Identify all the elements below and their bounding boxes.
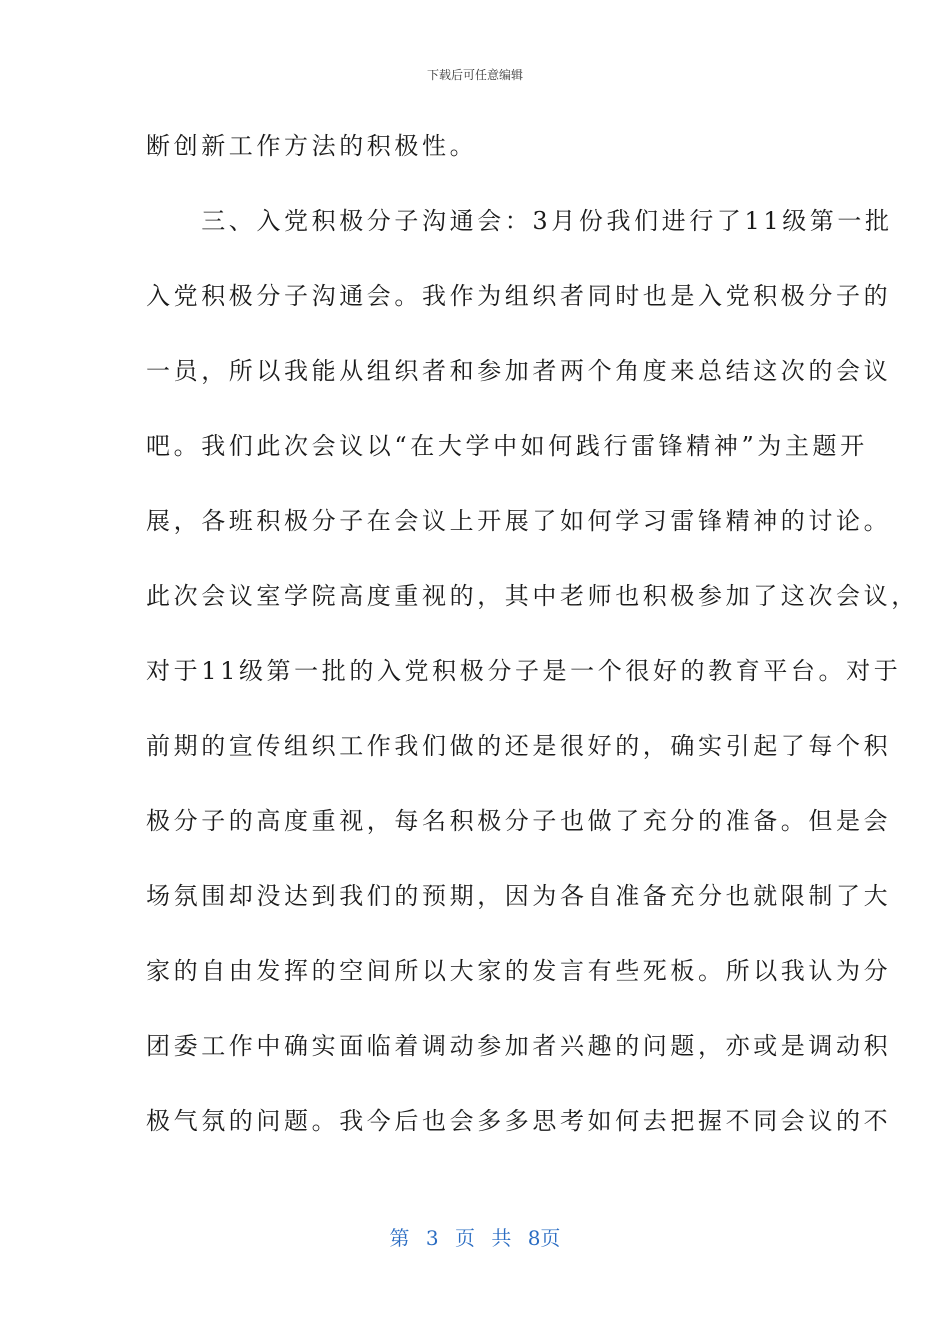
document-body (146, 120, 919, 1170)
body-line: 极分子的高度重视，每名积极分子也做了充分的准备。但是会 (146, 807, 892, 835)
body-line: 吧。我们此次会议以“在大学中如何践行雷锋精神”为主题开 (146, 432, 868, 460)
body-line: 三、入党积极分子沟通会：3月份我们进行了11级第一批 (146, 207, 893, 235)
body-line: 极气氛的问题。我今后也会多多思考如何去把握不同会议的不 (146, 1107, 892, 1135)
body-line: 对于11级第一批的入党积极分子是一个很好的教育平台。对于 (146, 657, 902, 685)
body-line: 家的自由发挥的空间所以大家的发言有些死板。所以我认为分 (146, 957, 892, 985)
page-header-note: 下载后可任意编辑 (426, 68, 523, 82)
body-line: 场氛围却没达到我们的预期，因为各自准备充分也就限制了大 (146, 882, 892, 910)
body-line: 展，各班积极分子在会议上开展了如何学习雷锋精神的讨论。 (146, 507, 892, 535)
body-line: 前期的宣传组织工作我们做的还是很好的，确实引起了每个积 (146, 732, 892, 760)
body-line: 此次会议室学院高度重视的，其中老师也积极参加了这次会议， (146, 582, 919, 610)
body-line: 团委工作中确实面临着调动参加者兴趣的问题，亦或是调动积 (146, 1032, 892, 1060)
body-line: 断创新工作方法的积极性。 (146, 132, 478, 160)
body-line: 一员，所以我能从组织者和参加者两个角度来总结这次的会议 (146, 357, 892, 385)
body-line: 入党积极分子沟通会。我作为组织者同时也是入党积极分子的 (146, 282, 892, 310)
page-number-footer: 第 3 页 共 8页 (389, 1226, 561, 1250)
